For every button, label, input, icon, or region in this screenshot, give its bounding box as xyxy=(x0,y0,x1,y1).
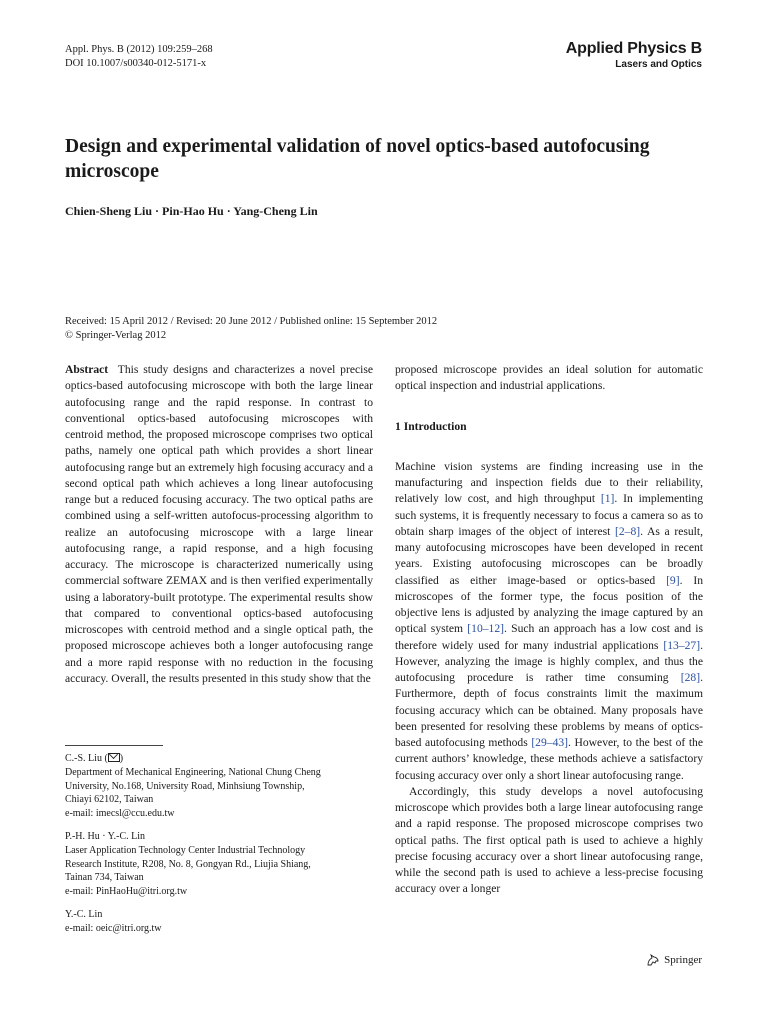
journal-name: Applied Physics B xyxy=(565,40,702,57)
affiliation-name: Y.-C. Lin xyxy=(65,908,103,920)
paragraph-text: . Furthermore, depth of focus constraints limit the maximum focusing accuracy which can be obtained. Many proposals have been presented for resolving these problems by means of optics-based autofocusing methods xyxy=(395,671,703,749)
intro-paragraph-2: Accordingly, this study develops a novel autofocusing microscope which provides both a large linear autofocusing range and a rapid response. The proposed microscope comprises two optical paths. The first optical path is used to achieve a highly precise focusing accuracy over a short linear autofocusing range, while the second path is used to achieve a less-precise focusing accuracy over a longer xyxy=(395,784,703,896)
affiliation-line: Laser Application Technology Center Industrial Technology xyxy=(65,844,306,856)
citation-link[interactable]: [2–8] xyxy=(615,524,641,538)
affiliation-name: C.-S. Liu ( ) xyxy=(65,753,124,764)
publication-dates xyxy=(65,315,437,343)
affiliation-2 xyxy=(65,830,375,899)
citation-link[interactable]: [9] xyxy=(666,573,680,587)
affiliation-3 xyxy=(65,908,375,936)
citation-link[interactable]: [10–12] xyxy=(467,622,504,636)
intro-paragraph-1 xyxy=(395,459,703,784)
paragraph-text: . However, analyzing the image is highly complex, and thus the autofocusing procedure is rather time consuming xyxy=(395,638,703,684)
abstract-continuation: proposed microscope provides an ideal solution for automatic optical inspection and industrial applications. xyxy=(395,363,703,393)
affiliations xyxy=(65,752,375,945)
footnote-rule xyxy=(65,745,163,746)
affiliation-email[interactable]: e-mail: PinHaoHu@itri.org.tw xyxy=(65,886,188,898)
journal-logo xyxy=(566,40,702,72)
doi-link[interactable]: DOI 10.1007/s00340-012-5171-x xyxy=(65,58,207,69)
abstract-column xyxy=(65,362,373,687)
right-column xyxy=(395,362,703,898)
affiliation-line: University, No.168, University Road, Minhsiung Township, xyxy=(65,780,305,792)
abstract-text: This study designs and characterizes a novel precise optics-based autofocusing microscope with both the large linear autofocusing range and the rapid response. In contrast to conventional optics-based autofocusing microscopes with centroid method, the proposed microscope comprises two optical paths, namely one optical path which provides a short linear autofocusing range but an extremely high focusing accuracy and a second optical path which achieves a long linear autofocusing range but a reduced focusing accuracy. The two optical paths are combined using a self-written autofocus-processing algorithm to realize an autofocusing microscope with a large linear autofocusing range, a rapid response, and a high focusing accuracy. The microscope is characterized numerically using commercial software ZEMAX and is then verified experimentally using a laboratory-built prototype. The experimental results show that compared to conventional optics-based autofocusing microscopes with centroid method and a single optical path, the proposed microscope achieves both a longer autofocusing range and a more rapid response with no reduction in the focusing accuracy. Overall, the results presented in this study show that the xyxy=(65,363,373,685)
section-heading: 1 Introduction xyxy=(395,419,467,433)
affiliation-name: P.-H. Hu · Y.-C. Lin xyxy=(65,830,146,842)
paragraph-text: . In implementing such systems, it is frequently necessary to focus a camera so as to obtain sharp images of the object of interest xyxy=(395,492,703,538)
citation-link[interactable]: [1] xyxy=(600,492,615,506)
affiliation-line: Tainan 734, Taiwan xyxy=(65,872,144,884)
journal-citation: Appl. Phys. B (2012) 109:259–268 xyxy=(65,44,213,55)
affiliation-line: Research Institute, R208, No. 8, Gongyan Rd., Liujia Shiang, xyxy=(65,858,311,870)
paragraph-text: . In microscopes of the former type, the focus position of the objective lens is adjusted by analyzing the image captured by an optical system xyxy=(395,573,703,636)
citation-link[interactable]: [28] xyxy=(680,671,701,684)
abstract-paragraph xyxy=(65,362,373,687)
paragraph-text: Machine vision systems are finding increasing use in the manufacturing and inspection fields due to their reliability, relatively low cost, and high throughput xyxy=(395,459,703,506)
history-dates: Received: 15 April 2012 / Revised: 20 June 2012 / Published online: 15 September 2012 xyxy=(65,316,438,327)
publisher-name: Springer xyxy=(664,954,702,966)
affiliation-email[interactable]: e-mail: oeic@itri.org.tw xyxy=(65,922,162,934)
citation-header xyxy=(65,43,213,71)
publisher-footer xyxy=(646,953,702,967)
affiliation-1 xyxy=(65,752,375,821)
affiliation-email[interactable]: e-mail: imecsl@ccu.edu.tw xyxy=(65,808,175,820)
article-authors: Chien-Sheng Liu · Pin-Hao Hu · Yang-Cheng Lin xyxy=(65,204,318,218)
article-title: Design and experimental validation of novel optics-based autofocusing microscope xyxy=(65,136,650,182)
affiliation-line: Department of Mechanical Engineering, National Chung Cheng xyxy=(65,766,321,778)
springer-horse-icon xyxy=(646,953,660,967)
paragraph-text: . Such an approach has a low cost and is therefore widely used for many industrial applications xyxy=(395,622,703,652)
paragraph-text: . As a result, many autofocusing microscopes have been developed in recent years. Existing autofocusing microscopes can be broadly classified as either image-based or optics-based xyxy=(395,524,703,587)
citation-link[interactable]: [29–43] xyxy=(531,736,569,749)
paragraph-text: . However, to the best of the current authors’ knowledge, these methods achieve a satisfactory focusing accuracy over only a short linear autofocusing range. xyxy=(395,736,703,782)
affiliation-line: Chiayi 62102, Taiwan xyxy=(65,794,154,806)
citation-link[interactable]: [13–27] xyxy=(663,638,701,652)
abstract-label: Abstract xyxy=(65,363,109,376)
journal-subtitle: Lasers and Optics xyxy=(615,59,702,70)
copyright-line: © Springer-Verlag 2012 xyxy=(65,330,167,341)
envelope-icon xyxy=(108,753,120,762)
